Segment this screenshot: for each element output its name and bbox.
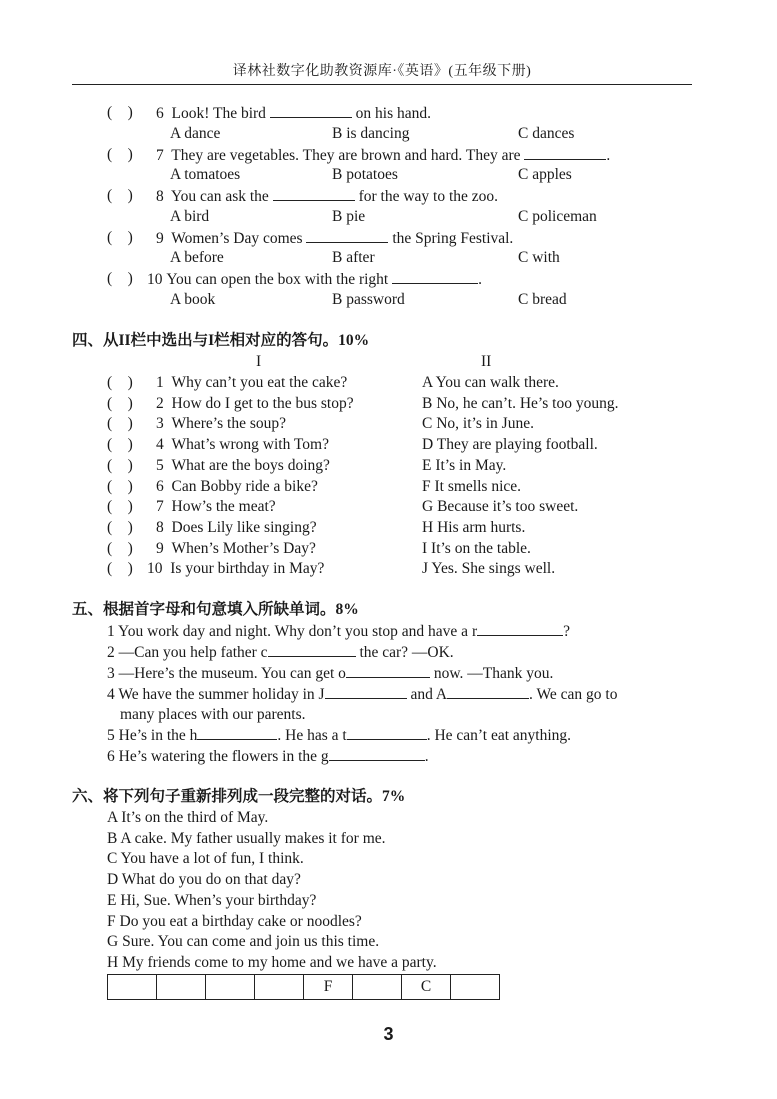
answer-paren[interactable]: ( )	[107, 146, 133, 163]
match-answer: E It’s in May.	[422, 456, 507, 474]
answer-paren[interactable]: ( )	[107, 560, 133, 578]
answer-paren[interactable]: ( )	[107, 415, 133, 433]
order-cell[interactable]	[451, 975, 500, 1000]
option-b: B potatoes	[332, 166, 398, 183]
order-cell[interactable]	[108, 975, 157, 1000]
dialogue-sentence: A It’s on the third of May.	[107, 809, 269, 826]
order-cell[interactable]	[353, 975, 402, 1000]
match-answer: C No, it’s in June.	[422, 415, 534, 433]
blank-line[interactable]	[447, 684, 529, 699]
match-question: 10 Is your birthday in May?	[147, 560, 325, 578]
match-question: 5 What are the boys doing?	[156, 456, 330, 474]
match-answer: F It smells nice.	[422, 477, 522, 495]
answer-paren[interactable]: ( )	[107, 436, 133, 454]
fill-line-4: 4 We have the summer holiday in J and A . We can go to	[107, 686, 618, 703]
option-a: A book	[170, 291, 216, 308]
column-header-i: I	[256, 353, 262, 370]
fill-line-2: 2 —Can you help father c the car? —OK.	[107, 644, 454, 661]
column-header-ii: II	[481, 353, 492, 370]
answer-paren[interactable]: ( )	[107, 229, 133, 246]
fill-line-5: 5 He’s in the h . He has a t . He can’t eat anything.	[107, 727, 572, 744]
answer-order-table	[107, 974, 500, 1000]
answer-paren[interactable]: ( )	[107, 104, 133, 121]
question-stem: 9 Women’s Day comes the Spring Festival.	[156, 230, 514, 247]
dialogue-sentence: F Do you eat a birthday cake or noodles?	[107, 912, 362, 930]
answer-paren[interactable]: ( )	[107, 456, 133, 474]
answer-paren[interactable]: ( )	[107, 374, 133, 391]
blank-line	[306, 228, 388, 243]
match-question: 3 Where’s the soup?	[156, 415, 286, 433]
blank-line[interactable]	[268, 642, 356, 657]
dialogue-sentence: B A cake. My father usually makes it for me.	[107, 829, 386, 847]
option-c: C with	[518, 249, 560, 266]
blank-line	[270, 103, 352, 118]
section-title: 六、将下列句子重新排列成一段完整的对话。7%	[72, 788, 406, 805]
header-divider	[72, 84, 692, 85]
blank-line[interactable]	[347, 725, 427, 740]
question-stem: 6 Look! The bird on his hand.	[156, 105, 432, 122]
answer-paren[interactable]: ( )	[107, 270, 133, 287]
blank-line[interactable]	[477, 621, 563, 636]
answer-paren[interactable]: ( )	[107, 187, 133, 204]
order-cell[interactable]	[206, 975, 255, 1000]
fill-line-4-continued: many places with our parents.	[120, 706, 306, 723]
match-answer: I It’s on the table.	[422, 539, 531, 557]
match-answer: J Yes. She sings well.	[422, 560, 556, 578]
match-answer: B No, he can’t. He’s too young.	[422, 394, 619, 412]
match-question: 7 How’s the meat?	[156, 498, 276, 516]
option-c: C dances	[518, 125, 575, 142]
page-header: 译林社数字化助教资源库·《英语》(五年级下册)	[232, 64, 532, 79]
blank-line[interactable]	[346, 663, 430, 678]
fill-line-1: 1 You work day and night. Why don’t you stop and have a r ?	[107, 623, 570, 640]
option-b: B after	[332, 249, 375, 266]
option-a: A tomatoes	[170, 166, 241, 183]
match-question: 8 Does Lily like singing?	[156, 518, 317, 536]
blank-line	[524, 145, 606, 160]
option-b: B is dancing	[332, 125, 410, 142]
order-cell[interactable]: C	[402, 975, 451, 1000]
match-question: 2 How do I get to the bus stop?	[156, 394, 354, 412]
option-b: B password	[332, 291, 405, 308]
option-a: A dance	[170, 125, 221, 142]
option-c: C policeman	[518, 208, 597, 225]
blank-line	[392, 269, 478, 284]
match-answer: H His arm hurts.	[422, 518, 526, 536]
match-answer: D They are playing football.	[422, 436, 598, 454]
blank-line	[273, 186, 355, 201]
dialogue-sentence: E Hi, Sue. When’s your birthday?	[107, 891, 317, 909]
dialogue-sentence: D What do you do on that day?	[107, 871, 301, 889]
match-answer: G Because it’s too sweet.	[422, 498, 579, 516]
dialogue-sentence: H My friends come to my home and we have a party.	[107, 953, 437, 971]
blank-line[interactable]	[197, 725, 277, 740]
blank-line[interactable]	[325, 684, 407, 699]
match-question: 9 When’s Mother’s Day?	[156, 539, 316, 557]
page-number: 3	[383, 1024, 394, 1044]
option-c: C bread	[518, 291, 567, 308]
section-title: 四、从II栏中选出与I栏相对应的答句。10%	[72, 332, 370, 349]
match-answer: A You can walk there.	[422, 374, 559, 391]
fill-line-6: 6 He’s watering the flowers in the g .	[107, 748, 429, 765]
fill-line-3: 3 —Here’s the museum. You can get o now. —Thank you.	[107, 665, 554, 682]
answer-paren[interactable]: ( )	[107, 539, 133, 557]
match-question: 6 Can Bobby ride a bike?	[156, 477, 318, 495]
order-cell[interactable]: F	[304, 975, 353, 1000]
option-b: B pie	[332, 208, 366, 225]
question-stem: 10 You can open the box with the right .	[147, 271, 482, 288]
order-cell[interactable]	[255, 975, 304, 1000]
section-title: 五、根据首字母和句意填入所缺单词。8%	[72, 601, 359, 618]
question-stem: 7 They are vegetables. They are brown and hard. They are .	[156, 147, 611, 164]
match-question: 1 Why can’t you eat the cake?	[156, 374, 348, 391]
answer-paren[interactable]: ( )	[107, 498, 133, 516]
answer-paren[interactable]: ( )	[107, 518, 133, 536]
match-question: 4 What’s wrong with Tom?	[156, 436, 329, 454]
answer-paren[interactable]: ( )	[107, 477, 133, 495]
answer-paren[interactable]: ( )	[107, 394, 133, 412]
option-a: A before	[170, 249, 224, 266]
question-stem: 8 You can ask the for the way to the zoo.	[156, 188, 499, 205]
order-cell[interactable]	[157, 975, 206, 1000]
dialogue-sentence: G Sure. You can come and join us this time.	[107, 933, 380, 951]
option-a: A bird	[170, 208, 210, 225]
dialogue-sentence: C You have a lot of fun, I think.	[107, 850, 304, 868]
option-c: C apples	[518, 166, 572, 183]
blank-line[interactable]	[329, 746, 425, 761]
